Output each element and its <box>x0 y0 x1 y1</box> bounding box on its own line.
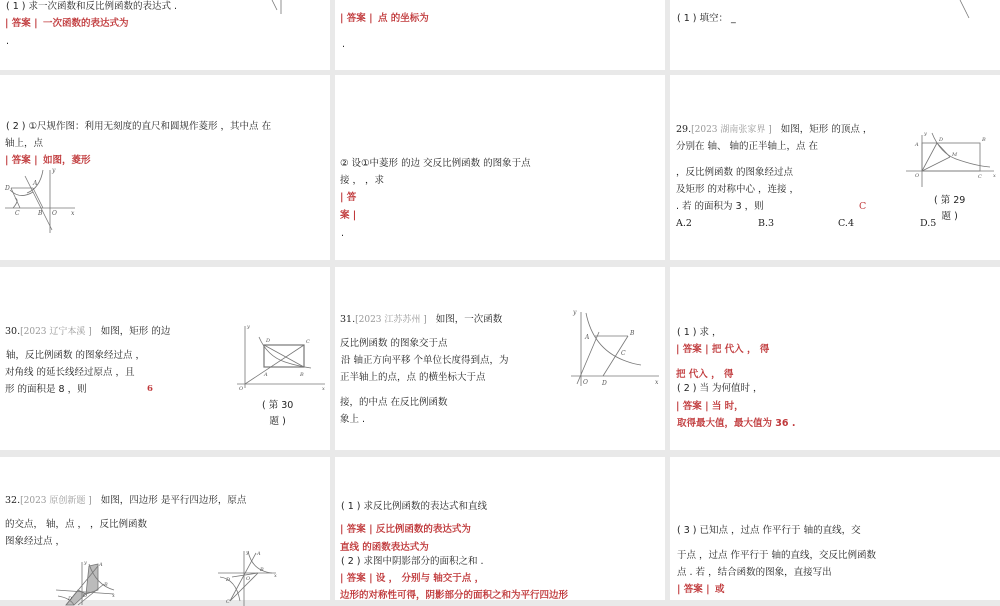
question-number: 31. <box>340 314 356 325</box>
slide-panel-12[interactable] <box>670 457 1000 600</box>
figure-caption: ( 第 30 题 ) <box>262 400 294 427</box>
question-source: [2023 辽宁本溪 ] <box>20 327 92 337</box>
option-d[interactable]: D.5 <box>920 218 937 229</box>
question-text: 轴，反比例函数 的图象经过点 ， <box>6 350 146 361</box>
answer-label: | 答案 | <box>5 18 38 29</box>
question-text: 如图，四边形 是平行四边形，原点 <box>100 495 247 506</box>
label-y: y <box>52 167 56 174</box>
label-C: C <box>978 174 982 180</box>
slide-panel-7[interactable] <box>0 267 330 450</box>
answer-text: 把 代入 ， 得 <box>676 369 734 380</box>
question-text: 接，的中点 在反比例函数 <box>340 397 448 408</box>
question-text: 形 的面积是 8 ，则 <box>5 384 87 395</box>
question-source: [2023 湖南张家界 ] <box>691 125 772 135</box>
question-text: 如图，一次函数 <box>435 314 503 325</box>
answer-label: | 答案 | <box>5 155 38 166</box>
question-number: 29. <box>676 124 692 135</box>
answer-label: | 答案 | <box>677 584 710 595</box>
trailing-dot: . <box>6 36 10 47</box>
slide-panel-5[interactable] <box>335 75 665 260</box>
label-y: y <box>924 131 927 137</box>
question-text: ( 2 ) 求图中阴影部分的面积之和 . <box>341 556 484 567</box>
label-A: A <box>915 142 919 148</box>
answer-text: | 答案 | 反比例函数的表达式为 <box>340 524 471 535</box>
label-A: A <box>99 562 103 568</box>
label-B: B <box>38 210 43 217</box>
question-heading <box>676 123 872 137</box>
parallelogram-figure <box>218 551 278 606</box>
label-A: A <box>33 180 38 187</box>
question-text: ② 设①中菱形 的边 交反比例函数 的图象于点 <box>340 158 531 169</box>
label-y: y <box>247 324 250 330</box>
label-y: y <box>84 560 87 566</box>
question-number: 32. <box>5 495 21 506</box>
answer-text: 边形的对称性可得，阴影部分的面积之和为平行四边形 <box>340 590 569 601</box>
answer-text: 直线 的函数表达式为 <box>340 542 429 553</box>
answer-label-part2: 案 | <box>340 210 357 221</box>
option-c[interactable]: C.4 <box>838 218 854 229</box>
answer-text: | 答案 | 当 时， <box>676 401 744 412</box>
question-text: ( 1 ) 求一次函数和反比例函数的表达式 . <box>6 1 178 12</box>
label-D: D <box>5 185 10 192</box>
question-text: 反比例函数 的图象交于点 <box>340 338 448 349</box>
label-B: B <box>300 372 304 378</box>
answer-text: | 答案 | 把 代入 ， 得 <box>676 344 770 355</box>
answer-text: | 答案 | 设 ， 分别与 轴交于点 ， <box>340 573 485 584</box>
linear-hyperbola-figure <box>571 308 661 388</box>
slide-panel-6[interactable] <box>670 75 1000 260</box>
question-number: 30. <box>5 326 21 337</box>
answer-text: 点 的坐标为 <box>378 13 429 24</box>
slide-panel-3[interactable] <box>670 0 1000 70</box>
label-C: C <box>621 350 626 357</box>
label-x: x <box>71 210 75 217</box>
label-D: D <box>226 577 231 583</box>
question-heading <box>340 313 502 327</box>
answer-text: 或 <box>715 584 725 595</box>
label-O: O <box>239 386 244 392</box>
question-text: ( 1 ) 填空： _ <box>677 13 736 24</box>
label-x: x <box>322 386 325 392</box>
partial-figure <box>270 0 290 20</box>
slide-panel-10[interactable] <box>0 457 330 605</box>
question-text: ( 1 ) 求反比例函数的表达式和直线 <box>341 501 488 512</box>
trailing-dot: . <box>342 39 346 50</box>
label-O: O <box>583 379 588 386</box>
label-A: A <box>264 372 268 378</box>
label-B: B <box>104 582 108 588</box>
question-text: 于点 ，过点 作平行于 轴的直线，交反比例函数 <box>677 550 877 561</box>
question-heading <box>5 325 170 339</box>
question-text: 分别在 轴、 轴的正半轴上，点 在 <box>676 141 819 152</box>
question-text: 对角线 的延长线经过原点 ，且 <box>5 367 135 378</box>
answer-value: 6 <box>147 384 153 394</box>
question-text: 如图，矩形 的顶点 ， <box>780 124 873 135</box>
rectangle-hyperbola-figure <box>906 125 996 190</box>
trailing-dot: . <box>341 228 345 239</box>
label-x: x <box>112 593 115 599</box>
label-D: D <box>939 137 944 143</box>
answer-label-part1: | 答 <box>340 192 357 203</box>
label-O: O <box>52 210 57 217</box>
question-text: ( 2 ) ①尺规作图：利用无刻度的直尺和圆规作菱形 ，其中点 在 <box>6 121 272 132</box>
question-text: 如图，矩形 的边 <box>100 326 171 337</box>
question-text: 接 ， ，求 <box>340 175 385 186</box>
label-D: D <box>68 596 73 602</box>
slide-panel-2[interactable] <box>335 0 665 70</box>
question-text: 图象经过点 ， <box>5 536 66 547</box>
label-x: x <box>655 379 659 386</box>
question-source: [2023 江苏苏州 ] <box>355 315 427 325</box>
option-a[interactable]: A.2 <box>676 218 692 229</box>
question-text: 正半轴上的点，点 的横坐标大于点 <box>340 372 486 383</box>
answer-text: 一次函数的表达式为 <box>43 18 129 29</box>
label-C: C <box>306 339 310 345</box>
partial-figure <box>960 0 980 20</box>
label-D: D <box>602 380 607 387</box>
question-text: . 若 的面积为 3 ，则 <box>676 201 764 212</box>
label-C: C <box>226 599 230 605</box>
question-text: 轴上，点 <box>5 138 44 149</box>
figure-caption: ( 第 29 题 ) <box>934 195 966 222</box>
slide-panel-8[interactable] <box>335 267 665 450</box>
answer-text: 如图，菱形 <box>43 155 91 166</box>
label-B: B <box>982 137 986 143</box>
label-O: O <box>915 173 920 179</box>
slide-panel-9[interactable] <box>670 267 1000 450</box>
answer-label: | 答案 | <box>340 13 373 24</box>
answer-text: 取得最大值，最大值为 36 . <box>677 418 796 429</box>
label-x: x <box>274 573 277 579</box>
label-O: O <box>83 593 88 599</box>
label-B: B <box>630 330 635 337</box>
question-text: ，反比例函数 的图象经过点 <box>676 167 794 178</box>
label-y: y <box>573 309 577 316</box>
label-M: M <box>952 152 958 158</box>
label-x: x <box>993 173 996 179</box>
question-text: 象上 . <box>340 414 366 425</box>
option-b[interactable]: B.3 <box>758 218 775 229</box>
question-text: ( 3 ) 已知点 ，过点 作平行于 轴的直线，交 <box>677 525 861 536</box>
label-A: A <box>257 551 261 557</box>
slide-panel-1[interactable] <box>0 0 330 70</box>
question-source: [2023 原创新题 ] <box>20 496 92 506</box>
slide-panel-11[interactable] <box>335 457 665 600</box>
parallelogram-shaded-figure <box>56 560 116 605</box>
label-y: y <box>246 550 249 556</box>
question-text: ( 1 ) 求 ， <box>677 327 722 338</box>
question-text: ( 2 ) 当 为何值时 ， <box>677 383 763 394</box>
rectangle-diagonal-figure <box>237 322 327 392</box>
question-heading <box>5 494 246 508</box>
label-B: B <box>260 567 264 573</box>
question-text: 的交点， 轴，点 ， ，反比例函数 <box>5 519 148 530</box>
rhombus-construction-figure <box>5 168 85 238</box>
slide-panel-4[interactable] <box>0 75 330 260</box>
question-text: 沿 轴正方向平移 个单位长度得到点，为 <box>341 355 509 366</box>
label-A: A <box>585 334 590 341</box>
label-D: D <box>266 338 271 344</box>
label-O: O <box>246 576 251 582</box>
question-text: 及矩形 的对称中心 ，连接 ， <box>676 184 800 195</box>
question-text: 点 . 若 ，结合函数的图象，直接写出 <box>677 567 832 578</box>
answer-choice: C <box>859 201 867 212</box>
label-C: C <box>15 210 20 217</box>
